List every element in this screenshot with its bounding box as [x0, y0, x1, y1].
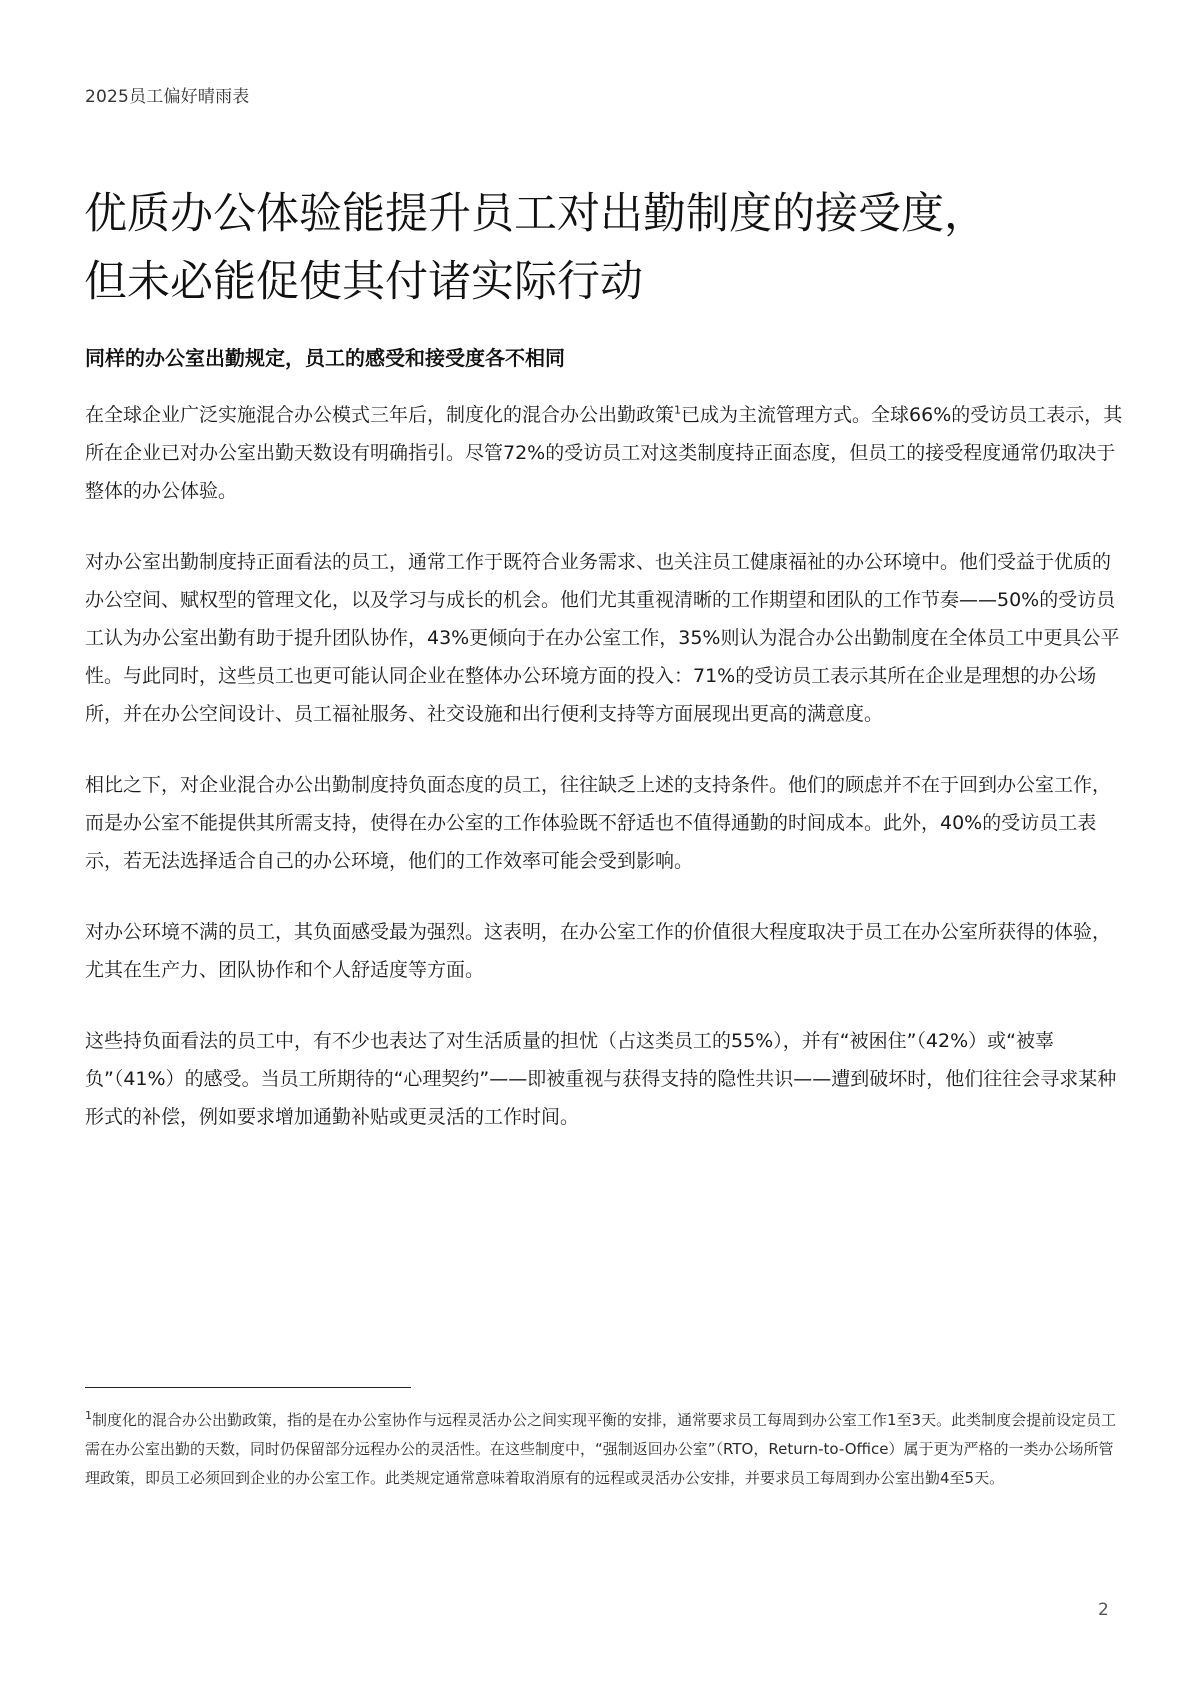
page-title-line-1: 优质办公体验能提升员工对出勤制度的接受度， — [84, 189, 987, 239]
page-title-line-2: 但未必能促使其付诸实际行动 — [84, 257, 643, 307]
body-text — [85, 396, 1125, 1169]
page-title — [84, 180, 1124, 316]
section-heading: 同样的办公室出勤规定，员工的感受和接受度各不相同 — [85, 346, 565, 370]
paragraph-1-part-b: 已成为主流管理方式。全球66%的受访员工表示，其所在企业已对办公室出勤天数设有明确指引。尽管72%的受访员工对这类制度持正面态度，但员工的接受程度通常仍取决于整体的办公体验。 — [85, 404, 1123, 502]
page-number: 2 — [1098, 1600, 1109, 1620]
footnote — [85, 1406, 1125, 1493]
paragraph-4: 对办公环境不满的员工，其负面感受最为强烈。这表明，在办公室工作的价值很大程度取决于员工在办公室所获得的体验，尤其在生产力、团队协作和个人舒适度等方面。 — [85, 921, 1112, 981]
paragraph-2: 对办公室出勤制度持正面看法的员工，通常工作于既符合业务需求、也关注员工健康福祉的办公环境中。他们受益于优质的办公空间、赋权型的管理文化，以及学习与成长的机会。他们尤其重视清晰的工作期望和团队的工作节奏——50%的受访员工认为办公室出勤有助于提升团队协作，43%更倾向于在办公室工作，35%则认为混合办公出勤制度在全体员工中更具公平性。与此同时，这些员工也更可能认同企业在整体办公环境方面的投入：71%的受访员工表示其所在企业是理想的办公场所，并在办公空间设计、员工福祉服务、社交设施和出行便利支持等方面展现出更高的满意度。 — [85, 551, 1120, 725]
paragraph-1-part-a: 在全球企业广泛实施混合办公模式三年后，制度化的混合办公出勤政策 — [85, 404, 675, 426]
paragraph-3: 相比之下，对企业混合办公出勤制度持负面态度的员工，往往缺乏上述的支持条件。他们的顾虑并不在于回到办公室工作，而是办公室不能提供其所需支持，使得在办公室的工作体验既不舒适也不值得通勤的时间成本。此外，40%的受访员工表示，若无法选择适合自己的办公环境，他们的工作效率可能会受到影响。 — [85, 774, 1112, 872]
footnote-text: 制度化的混合办公出勤政策，指的是在办公室协作与远程灵活办公之间实现平衡的安排，通常要求员工每周到办公室工作1至3天。此类制度会提前设定员工需在办公室出勤的天数，同时仍保留部分远程办公的灵活性。在这些制度中，“强制返回办公室”（RTO，Return-to-Office）属于更为严格的一类办公场所管理政策，即员工必须回到企业的办公室工作。此类规定通常意味着取消原有的远程或灵活办公安排，并要求员工每周到办公室出勤4至5天。 — [85, 1411, 1117, 1487]
paragraph-5: 这些持负面看法的员工中，有不少也表达了对生活质量的担忧（占这类员工的55%），并有“被困住”（42%）或“被辜负”（41%）的感受。当员工所期待的“心理契约”——即被重视与获得支持的隐性共识——遭到破坏时，他们往往会寻求某种形式的补偿，例如要求增加通勤补贴或更灵活的工作时间。 — [85, 1030, 1117, 1128]
footnote-reference: 1 — [674, 403, 682, 417]
running-header: 2025员工偏好晴雨表 — [85, 87, 250, 107]
paragraph-1 — [85, 396, 1125, 510]
footnote-divider — [85, 1387, 411, 1388]
footnote-marker: 1 — [85, 1409, 92, 1422]
